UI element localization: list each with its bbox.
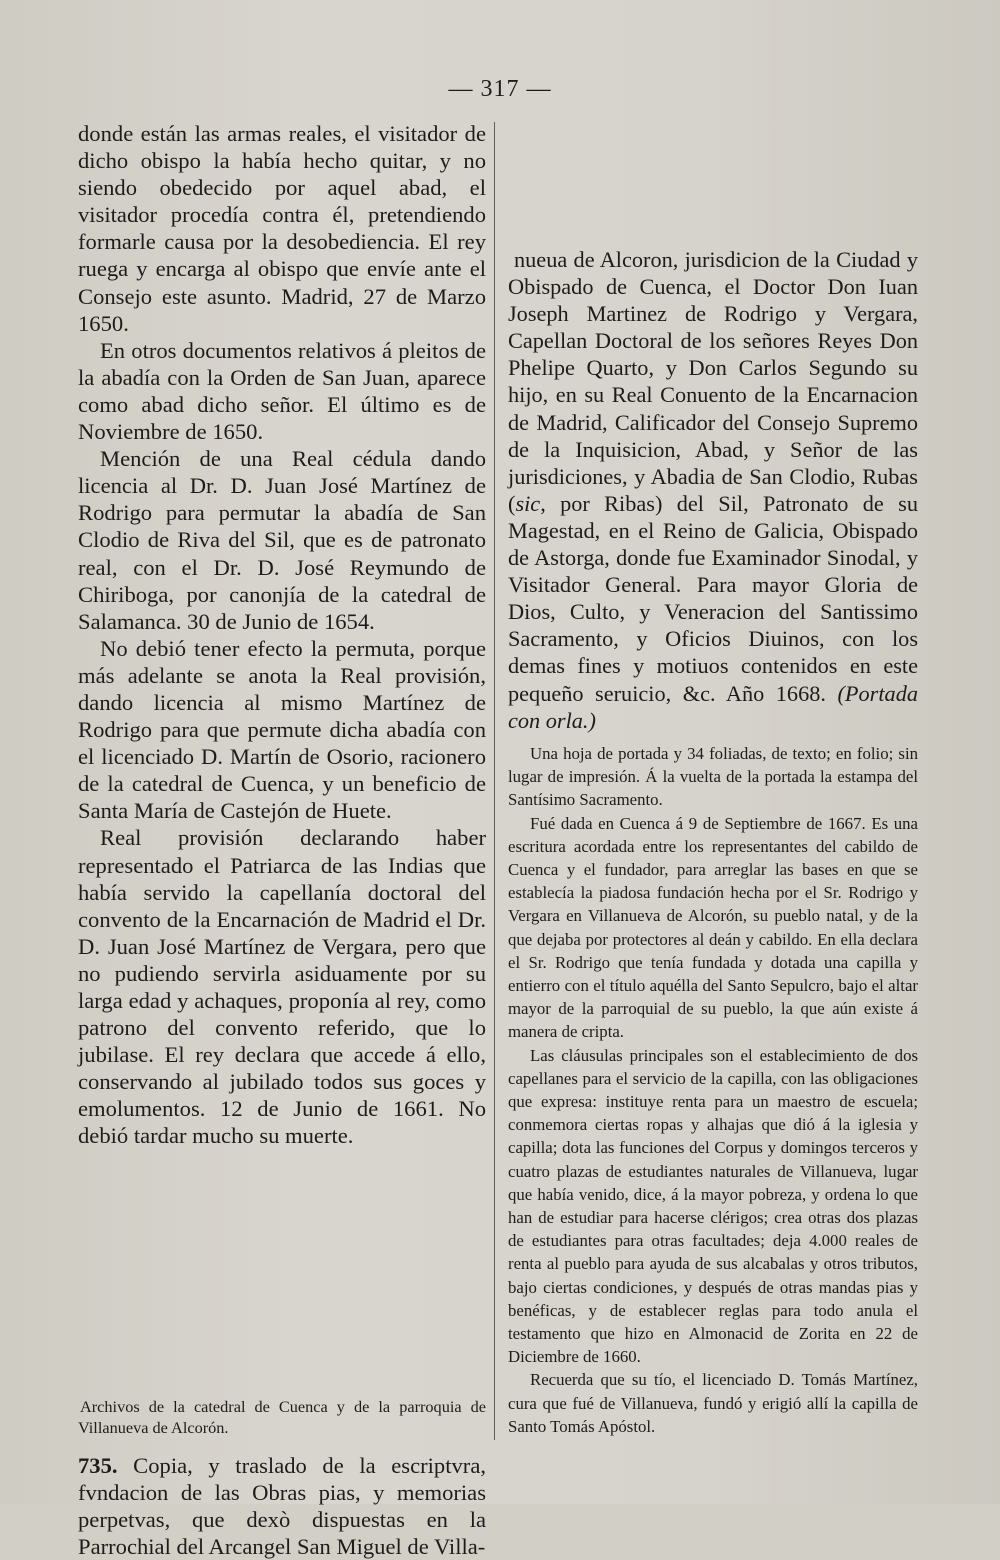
right-paragraph-4: Recuerda que su tío, el licenciado D. Tomás Martínez, cura que fué de Villanueva, fundó y erigió allí la capilla de Santo Tomás Apóstol. [508, 1370, 918, 1436]
page-number: — 317 — [448, 76, 552, 102]
entry-number: 735. [78, 1453, 118, 1478]
catalog-entry-paragraph [78, 1452, 486, 1560]
left-paragraph-5: Real provisión declarando haber representado el Patriarca de las Indias que había servido la capellanía doctoral del convento de la Encarnación de Madrid el Dr. D. Juan José Martínez de Vergara, pero que no pudiendo servirla asiduamente por su larga edad y achaques, proponía al rey, como patrono del convento referido, que lo jubilase. El rey declara que accede á ello, conservando al jubilado todos sus goces y emolumentos. 12 de Junio de 1661. No debió tardar mucho su muerte. [78, 825, 486, 1149]
left-paragraph-1: donde están las armas reales, el visitador de dicho obispo la había hecho quitar, y no siendo obedecido por aquel abad, el visitador procedía contra él, pretendiendo formarle causa por la desobediencia. El rey ruega y encarga al obispo que envíe ante el Consejo este asunto. Madrid, 27 de Marzo 1650. [78, 121, 486, 336]
right-paragraph-3: Las cláusulas principales son el establecimiento de dos capellanes para el servicio de la capilla, con las obligaciones que expresa: instituye renta para un maestro de escuela; conmemora ciertas ropas y alhajas que dió á la iglesia y capilla; dota las funciones del Corpus y domingos terceros y cuatro plazas de estudiantes naturales de Villanueva, lugar que había venido, dice, á la mayor pobreza, y ordena lo que han de estudiar para hacerse clérigos; crea otras dos plazas de estudiantes para otras facultades; deja 4.000 reales de renta al pueblo para ayuda de sus alcabalas y otros tributos, bajo ciertas condiciones, y después de otras mandas pias y benéficas, y de establecer reglas para todo anula el testamento que hizo en Almonacid de Zorita en 22 de Diciembre de 1660. [508, 1045, 918, 1367]
sic-note: sic [515, 490, 541, 516]
portada-note: (Portada con orla.) [508, 680, 918, 733]
title-continuation-paragraph [508, 246, 918, 734]
left-body [78, 120, 486, 1150]
title-continuation-text: nueua de Alcoron, jurisdicion de la Ciudad y Obispado de Cuenca, el Doctor Don Iuan Joseph Martinez de Rodrigo y Vergara, Capellan Doctoral de los señores Reyes Don Phelipe Quarto, y Don Carlos Segundo su hijo, en su Real Conuento de la Encarnacion de Madrid, Calificador del Consejo Supremo de la Inquisicion, Abad, y Señor de las jurisdiciones, y Abadia de San Clodio, Rubas ( [508, 247, 918, 516]
entry-description [508, 742, 918, 1438]
left-paragraph-2: En otros documentos relativos á pleitos de la abadía con la Orden de San Juan, aparece como abad dicho señor. El último es de Noviembre de 1650. [78, 337, 486, 445]
entry-title-start: Copia, y traslado de la escriptvra, fvndacion de las Obras pias, y memorias perpetvas, que dexò dispuestas en la Parrochial del Arcangel San Miguel de Villa- [78, 1453, 486, 1560]
left-column [78, 120, 486, 1560]
left-paragraph-4: No debió tener efecto la permuta, porque más adelante se anota la Real provisión, dando licencia al mismo Martínez de Rodrigo para que permute dicha abadía con el licenciado D. Martín de Osorio, racionero de la catedral de Cuenca, y un beneficio de Santa María de Castejón de Huete. [78, 635, 486, 824]
right-paragraph-2: Fué dada en Cuenca á 9 de Septiembre de 1667. Es una escritura acordada entre los representantes del cabildo de Cuenca y el fundador, para arreglar las bases en que se establecía la piadosa fundación hecha por el Sr. Rodrigo y Vergara en Villanueva de Alcorón, su pueblo natal, y de la que dejaba por protectores al deán y cabildo. En ella declara el Sr. Rodrigo que tenía fundada y dotada una capilla y entierro con el título aquélla del Santo Sepulcro, bajo el altar mayor de la parroquial de su pueblo, la que aún existe á manera de cripta. [508, 813, 918, 1042]
right-paragraph-1: Una hoja de portada y 34 foliadas, de texto; en folio; sin lugar de impresión. Á la vuelta de la portada la estampa del Santísimo Sacramento. [508, 744, 918, 810]
archive-source-note [78, 1396, 486, 1438]
left-paragraph-3: Mención de una Real cédula dando licencia al Dr. D. Juan José Martínez de Rodrigo para permutar la abadía de San Clodio de Riva del Sil, que es de patronato real, con el Dr. D. José Reymundo de Chiriboga, por canonjía de la catedral de Salamanca. 30 de Junio de 1654. [78, 446, 486, 634]
column-divider [494, 122, 495, 1440]
title-after-sic: , por Ribas) del Sil, Patronato de su Magestad, en el Reino de Galicia, Obispado de Astorga, donde fue Examinador Sinodal, y Visitador General. Para mayor Gloria de Dios, Culto, y Veneracion del Santissimo Sacramento, y Oficios Diuinos, con los demas fines y motiuos contenidos en este pequeño seruicio, &c. Año 1668. [508, 490, 918, 706]
entry-title-continuation [508, 246, 918, 734]
catalog-entry-735 [78, 1452, 486, 1560]
archive-source-text: Archivos de la catedral de Cuenca y de la parroquia de Villanueva de Alcorón. [78, 1397, 486, 1437]
